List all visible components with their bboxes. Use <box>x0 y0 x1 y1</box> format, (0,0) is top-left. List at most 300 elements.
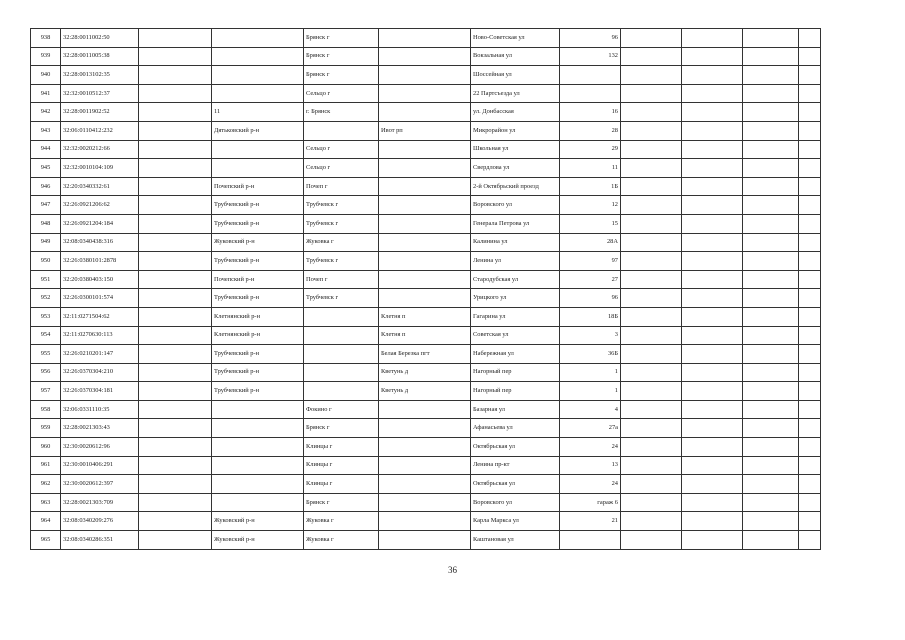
cadastral-number-cell: 32:08:0340209:276 <box>61 512 139 531</box>
empty-cell <box>621 307 682 326</box>
empty-cell <box>621 289 682 308</box>
empty-cell <box>799 233 821 252</box>
city-cell: Трубчевск г <box>304 196 379 215</box>
empty-cell <box>139 289 212 308</box>
settlement-cell <box>379 159 471 178</box>
house-number-cell: 27а <box>560 419 621 438</box>
settlement-cell <box>379 233 471 252</box>
city-cell: Сельцо г <box>304 159 379 178</box>
empty-cell <box>682 159 743 178</box>
empty-cell <box>139 159 212 178</box>
row-number-cell: 944 <box>31 140 61 159</box>
empty-cell <box>139 493 212 512</box>
row-number-cell: 965 <box>31 531 61 550</box>
empty-cell <box>799 214 821 233</box>
empty-cell <box>682 345 743 364</box>
house-number-cell: 36Б <box>560 345 621 364</box>
register-body <box>31 29 821 550</box>
empty-cell <box>743 214 799 233</box>
city-cell: Трубчевск г <box>304 289 379 308</box>
house-number-cell: 96 <box>560 289 621 308</box>
settlement-cell <box>379 438 471 457</box>
row-number-cell: 953 <box>31 307 61 326</box>
district-cell: Клетнянский р-н <box>212 326 304 345</box>
row-number-cell: 956 <box>31 363 61 382</box>
table-row <box>31 159 821 178</box>
empty-cell <box>799 47 821 66</box>
city-cell <box>304 345 379 364</box>
empty-cell <box>682 531 743 550</box>
empty-cell <box>682 177 743 196</box>
row-number-cell: 952 <box>31 289 61 308</box>
house-number-cell <box>560 84 621 103</box>
empty-cell <box>682 103 743 122</box>
house-number-cell: 12 <box>560 196 621 215</box>
empty-cell <box>139 196 212 215</box>
empty-cell <box>621 252 682 271</box>
empty-cell <box>743 252 799 271</box>
street-cell: Свердлова ул <box>471 159 560 178</box>
city-cell: Сельцо г <box>304 140 379 159</box>
row-number-cell: 939 <box>31 47 61 66</box>
row-number-cell: 960 <box>31 438 61 457</box>
empty-cell <box>139 363 212 382</box>
settlement-cell <box>379 84 471 103</box>
empty-cell <box>621 270 682 289</box>
street-cell: Стародубская ул <box>471 270 560 289</box>
empty-cell <box>621 103 682 122</box>
city-cell: Жуковка г <box>304 233 379 252</box>
empty-cell <box>682 438 743 457</box>
empty-cell <box>621 419 682 438</box>
house-number-cell <box>560 66 621 85</box>
empty-cell <box>799 419 821 438</box>
district-cell: Трубчевский р-н <box>212 196 304 215</box>
city-cell: Брянск г <box>304 419 379 438</box>
empty-cell <box>743 84 799 103</box>
empty-cell <box>799 66 821 85</box>
empty-cell <box>743 345 799 364</box>
table-row <box>31 29 821 48</box>
row-number-cell: 938 <box>31 29 61 48</box>
empty-cell <box>799 400 821 419</box>
district-cell <box>212 438 304 457</box>
table-row <box>31 84 821 103</box>
empty-cell <box>682 289 743 308</box>
cadastral-number-cell: 32:32:0020212:66 <box>61 140 139 159</box>
cadastral-number-cell: 32:30:0010406:291 <box>61 456 139 475</box>
row-number-cell: 946 <box>31 177 61 196</box>
settlement-cell: Клетня п <box>379 326 471 345</box>
table-row <box>31 289 821 308</box>
empty-cell <box>743 121 799 140</box>
empty-cell <box>682 307 743 326</box>
empty-cell <box>799 438 821 457</box>
table-row <box>31 438 821 457</box>
district-cell <box>212 400 304 419</box>
district-cell: Трубчевский р-н <box>212 214 304 233</box>
empty-cell <box>621 326 682 345</box>
empty-cell <box>621 140 682 159</box>
empty-cell <box>139 103 212 122</box>
empty-cell <box>621 345 682 364</box>
settlement-cell <box>379 252 471 271</box>
table-row <box>31 270 821 289</box>
cadastral-number-cell: 32:08:0340286:351 <box>61 531 139 550</box>
cadastral-number-cell: 32:11:0271504:62 <box>61 307 139 326</box>
district-cell: Жуковский р-н <box>212 512 304 531</box>
table-row <box>31 252 821 271</box>
property-register-table <box>30 28 821 550</box>
empty-cell <box>799 103 821 122</box>
street-cell: Калинина ул <box>471 233 560 252</box>
cadastral-number-cell: 32:32:0010512:37 <box>61 84 139 103</box>
district-cell <box>212 475 304 494</box>
empty-cell <box>743 400 799 419</box>
empty-cell <box>743 363 799 382</box>
empty-cell <box>139 214 212 233</box>
empty-cell <box>743 233 799 252</box>
page-number: 36 <box>448 565 457 575</box>
empty-cell <box>682 400 743 419</box>
settlement-cell: Клетня п <box>379 307 471 326</box>
empty-cell <box>682 475 743 494</box>
street-cell: Школьная ул <box>471 140 560 159</box>
settlement-cell <box>379 289 471 308</box>
house-number-cell: 24 <box>560 475 621 494</box>
cadastral-number-cell: 32:30:0020612:397 <box>61 475 139 494</box>
city-cell <box>304 326 379 345</box>
street-cell: Нагорный пер <box>471 382 560 401</box>
house-number-cell: гараж 6 <box>560 493 621 512</box>
empty-cell <box>799 289 821 308</box>
empty-cell <box>139 400 212 419</box>
row-number-cell: 942 <box>31 103 61 122</box>
street-cell: Шоссейная ул <box>471 66 560 85</box>
empty-cell <box>139 345 212 364</box>
city-cell: г. Брянск <box>304 103 379 122</box>
settlement-cell <box>379 140 471 159</box>
empty-cell <box>799 29 821 48</box>
cadastral-number-cell: 32:28:0013102:35 <box>61 66 139 85</box>
cadastral-number-cell: 32:26:0370304:210 <box>61 363 139 382</box>
city-cell: Брянск г <box>304 493 379 512</box>
city-cell: Трубчевск г <box>304 214 379 233</box>
empty-cell <box>139 140 212 159</box>
settlement-cell <box>379 419 471 438</box>
district-cell: Трубчевский р-н <box>212 289 304 308</box>
empty-cell <box>621 196 682 215</box>
street-cell: Набережная ул <box>471 345 560 364</box>
table-row <box>31 47 821 66</box>
district-cell: Почепский р-н <box>212 177 304 196</box>
empty-cell <box>682 382 743 401</box>
city-cell: Жуковка г <box>304 531 379 550</box>
house-number-cell: 29 <box>560 140 621 159</box>
empty-cell <box>682 326 743 345</box>
empty-cell <box>743 177 799 196</box>
empty-cell <box>743 66 799 85</box>
empty-cell <box>682 270 743 289</box>
empty-cell <box>799 121 821 140</box>
district-cell: Трубчевский р-н <box>212 252 304 271</box>
table-row <box>31 214 821 233</box>
city-cell <box>304 121 379 140</box>
empty-cell <box>743 289 799 308</box>
street-cell: ул. Донбасская <box>471 103 560 122</box>
settlement-cell <box>379 270 471 289</box>
cadastral-number-cell: 32:30:0020612:96 <box>61 438 139 457</box>
empty-cell <box>799 531 821 550</box>
street-cell: Вокзальная ул <box>471 47 560 66</box>
city-cell: Брянск г <box>304 47 379 66</box>
settlement-cell <box>379 512 471 531</box>
table-row <box>31 196 821 215</box>
city-cell <box>304 307 379 326</box>
empty-cell <box>139 456 212 475</box>
settlement-cell: Кветунь д <box>379 382 471 401</box>
empty-cell <box>799 382 821 401</box>
empty-cell <box>743 438 799 457</box>
empty-cell <box>682 214 743 233</box>
street-cell: Октябрьская ул <box>471 475 560 494</box>
table-row <box>31 66 821 85</box>
cadastral-number-cell: 32:32:0010104:109 <box>61 159 139 178</box>
house-number-cell: 21 <box>560 512 621 531</box>
street-cell: Базарная ул <box>471 400 560 419</box>
empty-cell <box>743 159 799 178</box>
empty-cell <box>799 456 821 475</box>
city-cell: Фокино г <box>304 400 379 419</box>
settlement-cell: Белая Березка пгт <box>379 345 471 364</box>
empty-cell <box>682 363 743 382</box>
empty-cell <box>621 512 682 531</box>
empty-cell <box>743 196 799 215</box>
empty-cell <box>682 140 743 159</box>
empty-cell <box>621 177 682 196</box>
settlement-cell <box>379 475 471 494</box>
district-cell <box>212 159 304 178</box>
empty-cell <box>799 177 821 196</box>
cadastral-number-cell: 32:28:0011902:52 <box>61 103 139 122</box>
district-cell <box>212 419 304 438</box>
empty-cell <box>621 121 682 140</box>
street-cell: Каштановая ул <box>471 531 560 550</box>
district-cell <box>212 140 304 159</box>
empty-cell <box>139 84 212 103</box>
house-number-cell: 18Б <box>560 307 621 326</box>
row-number-cell: 947 <box>31 196 61 215</box>
street-cell: Советская ул <box>471 326 560 345</box>
empty-cell <box>743 307 799 326</box>
street-cell: Воровского ул <box>471 493 560 512</box>
empty-cell <box>799 307 821 326</box>
house-number-cell: 11 <box>560 159 621 178</box>
district-cell <box>212 47 304 66</box>
empty-cell <box>682 84 743 103</box>
empty-cell <box>799 84 821 103</box>
row-number-cell: 954 <box>31 326 61 345</box>
empty-cell <box>799 270 821 289</box>
house-number-cell: 28А <box>560 233 621 252</box>
empty-cell <box>139 66 212 85</box>
district-cell: Почепский р-н <box>212 270 304 289</box>
cadastral-number-cell: 32:26:0921204:184 <box>61 214 139 233</box>
table-row <box>31 233 821 252</box>
row-number-cell: 963 <box>31 493 61 512</box>
empty-cell <box>682 512 743 531</box>
empty-cell <box>139 252 212 271</box>
settlement-cell <box>379 400 471 419</box>
empty-cell <box>139 438 212 457</box>
street-cell: Карла Маркса ул <box>471 512 560 531</box>
street-cell: Ленина ул <box>471 252 560 271</box>
cadastral-number-cell: 32:20:0340332:61 <box>61 177 139 196</box>
table-row <box>31 103 821 122</box>
empty-cell <box>621 233 682 252</box>
row-number-cell: 949 <box>31 233 61 252</box>
empty-cell <box>682 47 743 66</box>
empty-cell <box>682 456 743 475</box>
empty-cell <box>139 233 212 252</box>
empty-cell <box>139 326 212 345</box>
empty-cell <box>139 177 212 196</box>
empty-cell <box>743 140 799 159</box>
empty-cell <box>799 326 821 345</box>
settlement-cell <box>379 47 471 66</box>
settlement-cell <box>379 103 471 122</box>
street-cell: Афанасьева ул <box>471 419 560 438</box>
empty-cell <box>682 29 743 48</box>
empty-cell <box>139 512 212 531</box>
empty-cell <box>682 493 743 512</box>
empty-cell <box>139 419 212 438</box>
cadastral-number-cell: 32:06:0331110:35 <box>61 400 139 419</box>
table-row <box>31 326 821 345</box>
district-cell <box>212 29 304 48</box>
row-number-cell: 955 <box>31 345 61 364</box>
cadastral-number-cell: 32:08:0340438:316 <box>61 233 139 252</box>
empty-cell <box>799 196 821 215</box>
empty-cell <box>743 456 799 475</box>
house-number-cell: 1 <box>560 363 621 382</box>
district-cell: 11 <box>212 103 304 122</box>
empty-cell <box>621 382 682 401</box>
table-row <box>31 345 821 364</box>
cadastral-number-cell: 32:26:0300101:574 <box>61 289 139 308</box>
empty-cell <box>799 363 821 382</box>
settlement-cell <box>379 493 471 512</box>
cadastral-number-cell: 32:26:0370304:181 <box>61 382 139 401</box>
row-number-cell: 950 <box>31 252 61 271</box>
settlement-cell <box>379 531 471 550</box>
house-number-cell: 16 <box>560 103 621 122</box>
city-cell: Жуковка г <box>304 512 379 531</box>
city-cell: Трубчевск г <box>304 252 379 271</box>
row-number-cell: 943 <box>31 121 61 140</box>
empty-cell <box>621 84 682 103</box>
empty-cell <box>139 382 212 401</box>
table-row <box>31 493 821 512</box>
table-row <box>31 177 821 196</box>
empty-cell <box>139 475 212 494</box>
city-cell: Клинцы г <box>304 475 379 494</box>
house-number-cell: 28 <box>560 121 621 140</box>
city-cell: Брянск г <box>304 29 379 48</box>
empty-cell <box>682 196 743 215</box>
empty-cell <box>799 252 821 271</box>
empty-cell <box>743 512 799 531</box>
house-number-cell: 24 <box>560 438 621 457</box>
empty-cell <box>799 159 821 178</box>
empty-cell <box>743 475 799 494</box>
table-row <box>31 363 821 382</box>
house-number-cell: 1 <box>560 382 621 401</box>
empty-cell <box>621 400 682 419</box>
city-cell: Почеп г <box>304 270 379 289</box>
table-row <box>31 531 821 550</box>
street-cell: 22 Партсъезда ул <box>471 84 560 103</box>
table-row <box>31 140 821 159</box>
street-cell: Нагорный пер <box>471 363 560 382</box>
empty-cell <box>799 512 821 531</box>
empty-cell <box>621 363 682 382</box>
table-row <box>31 307 821 326</box>
cadastral-number-cell: 32:26:0380101:2878 <box>61 252 139 271</box>
cadastral-number-cell: 32:28:0021303:43 <box>61 419 139 438</box>
empty-cell <box>682 121 743 140</box>
empty-cell <box>621 456 682 475</box>
settlement-cell: Кветунь д <box>379 363 471 382</box>
street-cell: Генерала Петрова ул <box>471 214 560 233</box>
district-cell: Трубчевский р-н <box>212 382 304 401</box>
table-row <box>31 512 821 531</box>
empty-cell <box>139 121 212 140</box>
row-number-cell: 964 <box>31 512 61 531</box>
street-cell: Микрорайон ул <box>471 121 560 140</box>
empty-cell <box>682 66 743 85</box>
row-number-cell: 961 <box>31 456 61 475</box>
district-cell: Трубчевский р-н <box>212 345 304 364</box>
table-row <box>31 456 821 475</box>
empty-cell <box>139 29 212 48</box>
district-cell: Жуковский р-н <box>212 233 304 252</box>
settlement-cell <box>379 177 471 196</box>
district-cell: Дятьковский р-н <box>212 121 304 140</box>
street-cell: Октябрьская ул <box>471 438 560 457</box>
city-cell: Почеп г <box>304 177 379 196</box>
row-number-cell: 941 <box>31 84 61 103</box>
house-number-cell: 4 <box>560 400 621 419</box>
city-cell: Сельцо г <box>304 84 379 103</box>
street-cell: Ленина пр-кт <box>471 456 560 475</box>
empty-cell <box>682 419 743 438</box>
empty-cell <box>743 47 799 66</box>
empty-cell <box>621 531 682 550</box>
empty-cell <box>682 252 743 271</box>
district-cell <box>212 84 304 103</box>
table-row <box>31 121 821 140</box>
settlement-cell <box>379 29 471 48</box>
cadastral-number-cell: 32:11:0270630:113 <box>61 326 139 345</box>
empty-cell <box>621 214 682 233</box>
district-cell <box>212 456 304 475</box>
table-row <box>31 382 821 401</box>
house-number-cell: 132 <box>560 47 621 66</box>
empty-cell <box>743 270 799 289</box>
empty-cell <box>799 345 821 364</box>
empty-cell <box>743 493 799 512</box>
